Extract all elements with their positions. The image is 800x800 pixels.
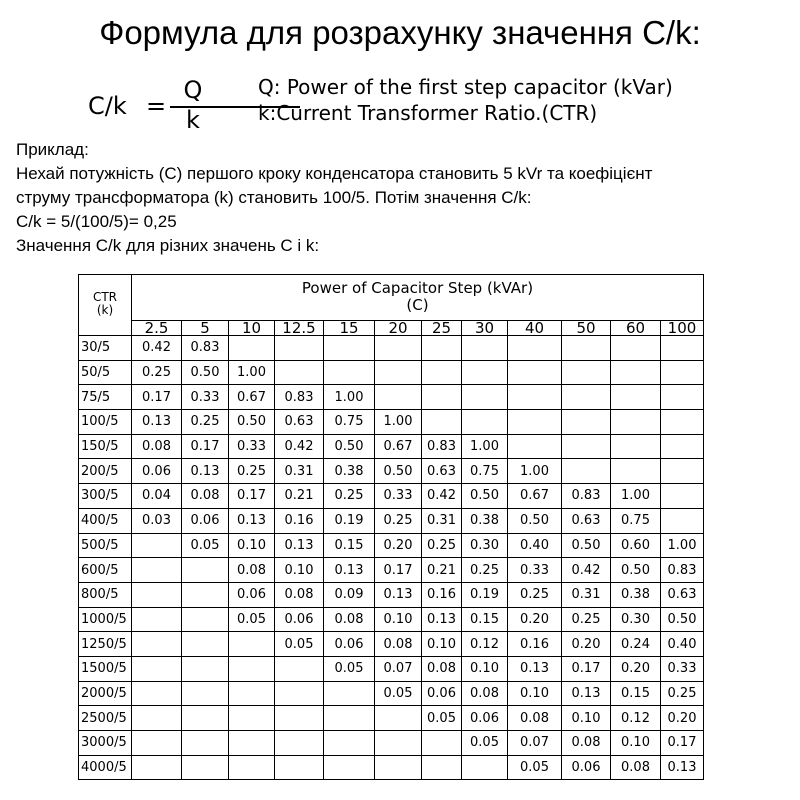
ck-value-cell [661,410,704,435]
ck-value-cell: 0.20 [562,632,611,657]
ck-value-cell: 0.05 [229,607,275,632]
capacitor-step-row [79,320,704,335]
ck-value-cell: 0.25 [462,558,508,583]
ck-value-cell: 0.50 [324,434,375,459]
ck-value-cell: 0.40 [661,632,704,657]
ck-value-cell: 0.67 [508,484,562,509]
ck-value-cell: 0.25 [182,410,229,435]
capacitor-step-header: 25 [422,320,462,335]
ck-value-cell: 0.67 [229,385,275,410]
capacitor-step-header: 60 [611,320,661,335]
ck-value-cell: 0.08 [229,558,275,583]
example-result: C/k = 5/(100/5)= 0,25 [16,212,177,231]
ck-value-cell [182,681,229,706]
ck-value-cell [275,731,324,756]
ck-value-cell: 0.50 [182,360,229,385]
ck-value-cell: 0.06 [422,681,462,706]
ck-value-cell: 0.42 [275,434,324,459]
ck-value-cell [375,755,422,780]
ck-value-cell: 0.83 [562,484,611,509]
table-row [79,632,704,657]
ck-value-cell: 0.13 [275,533,324,558]
ck-value-cell: 0.25 [324,484,375,509]
ck-value-cell [508,434,562,459]
ck-value-cell [661,459,704,484]
ck-value-cell: 0.38 [611,582,661,607]
ck-value-cell: 0.33 [182,385,229,410]
ck-value-cell: 0.06 [275,607,324,632]
ck-value-cell: 0.16 [508,632,562,657]
ck-value-cell: 0.67 [375,434,422,459]
ctr-cell: 1500/5 [79,656,132,681]
ck-value-cell [462,385,508,410]
table-row [79,336,704,361]
ck-value-cell: 0.25 [422,533,462,558]
table-row [79,656,704,681]
formula-lhs: C/k [88,92,127,120]
ck-value-cell: 0.08 [611,755,661,780]
formula-equals: = [146,92,167,120]
ck-value-cell [182,706,229,731]
table-row [79,434,704,459]
ck-value-cell [611,385,661,410]
ck-value-cell [562,385,611,410]
ck-value-cell: 0.12 [462,632,508,657]
ck-value-cell: 0.08 [462,681,508,706]
ck-value-cell [508,336,562,361]
ck-value-cell [508,360,562,385]
ck-value-cell [422,336,462,361]
ctr-cell: 30/5 [79,336,132,361]
ck-value-cell [132,533,182,558]
ck-value-cell: 0.31 [562,582,611,607]
ck-value-cell [132,632,182,657]
ctr-cell: 400/5 [79,508,132,533]
ck-value-cell [661,385,704,410]
ck-value-cell: 0.10 [462,656,508,681]
ck-value-cell [611,336,661,361]
ck-value-cell [611,410,661,435]
ck-value-cell [611,360,661,385]
ck-value-cell [661,360,704,385]
ck-value-cell [275,681,324,706]
ck-value-cell: 0.38 [462,508,508,533]
ck-value-cell: 0.50 [562,533,611,558]
ck-value-cell: 0.31 [422,508,462,533]
ck-value-cell: 1.00 [508,459,562,484]
ctr-cell: 600/5 [79,558,132,583]
ck-value-cell [508,385,562,410]
ck-value-cell: 0.17 [562,656,611,681]
ck-value-cell: 0.05 [324,656,375,681]
ck-value-cell: 0.16 [422,582,462,607]
example-heading: Приклад: [16,140,89,159]
ck-value-cell: 0.08 [182,484,229,509]
power-header-label: Power of Capacitor Step (kVAr) [301,279,534,298]
ck-value-cell [562,336,611,361]
ck-value-cell [132,582,182,607]
table-row [79,582,704,607]
power-header-unit: (C) [406,296,429,315]
ck-value-cell: 0.38 [324,459,375,484]
ck-value-cell: 0.42 [562,558,611,583]
ck-value-cell: 0.08 [132,434,182,459]
ck-value-cell: 0.30 [462,533,508,558]
ck-value-cell [182,755,229,780]
ck-value-cell: 0.06 [182,508,229,533]
ck-table-container [78,274,704,780]
table-row [79,731,704,756]
ck-value-cell [324,360,375,385]
ck-value-cell [422,360,462,385]
ck-value-cell: 0.10 [275,558,324,583]
ctr-cell: 3000/5 [79,731,132,756]
ck-value-cell [562,459,611,484]
ck-value-cell [132,681,182,706]
ck-value-cell: 0.04 [132,484,182,509]
ctr-cell: 500/5 [79,533,132,558]
ck-value-cell [275,706,324,731]
ctr-cell: 50/5 [79,360,132,385]
ck-value-cell: 0.12 [611,706,661,731]
ck-value-cell [375,731,422,756]
table-row [79,558,704,583]
ck-value-cell: 0.20 [661,706,704,731]
ck-value-cell: 0.08 [275,582,324,607]
ck-value-cell: 0.13 [229,508,275,533]
ck-value-cell: 0.15 [462,607,508,632]
ck-value-cell: 0.33 [508,558,562,583]
ck-value-cell: 0.25 [229,459,275,484]
ck-value-cell: 0.03 [132,508,182,533]
ctr-cell: 1000/5 [79,607,132,632]
ck-value-cell: 0.24 [611,632,661,657]
ck-value-cell [422,385,462,410]
table-row [79,459,704,484]
ck-value-cell: 0.08 [508,706,562,731]
definitions [258,74,673,126]
ctr-cell: 1250/5 [79,632,132,657]
ck-value-cell: 0.25 [562,607,611,632]
ck-value-cell: 0.31 [275,459,324,484]
ck-value-cell: 0.05 [275,632,324,657]
ck-value-cell: 0.06 [462,706,508,731]
ck-value-cell: 0.21 [275,484,324,509]
ck-value-cell [661,434,704,459]
capacitor-step-header: 12.5 [275,320,324,335]
ck-value-cell: 1.00 [462,434,508,459]
ck-value-cell [132,607,182,632]
table-body [79,336,704,780]
ck-value-cell: 1.00 [611,484,661,509]
capacitor-step-header: 30 [462,320,508,335]
page-title: Формула для розрахунку значення C/k: [99,14,701,51]
ck-value-cell [182,582,229,607]
ck-value-cell: 0.05 [375,681,422,706]
ck-value-cell [422,410,462,435]
ck-value-cell: 0.07 [375,656,422,681]
table-row [79,533,704,558]
ck-value-cell: 0.20 [375,533,422,558]
table-intro: Значення C/k для різних значень C і k: [16,236,320,255]
table-row [79,410,704,435]
ck-value-cell: 0.15 [611,681,661,706]
ck-value-cell: 0.08 [422,656,462,681]
ck-value-cell [562,434,611,459]
ck-value-cell [661,484,704,509]
ck-value-cell: 0.10 [229,533,275,558]
ck-value-cell [562,410,611,435]
ck-value-cell [462,360,508,385]
ck-value-cell: 0.25 [508,582,562,607]
ck-value-cell [229,336,275,361]
ck-value-cell: 0.16 [275,508,324,533]
ck-value-cell: 0.40 [508,533,562,558]
ck-value-cell: 0.33 [375,484,422,509]
power-header [132,275,704,321]
ck-value-cell: 0.13 [324,558,375,583]
ck-value-cell: 0.05 [462,731,508,756]
definition-k: k:Current Transformer Ratio.(CTR) [258,101,598,125]
ctr-cell: 200/5 [79,459,132,484]
ck-value-cell: 0.50 [661,607,704,632]
ck-value-cell: 0.17 [375,558,422,583]
ck-value-cell [229,656,275,681]
ck-value-cell [324,755,375,780]
ck-value-cell [132,558,182,583]
ck-value-cell: 0.75 [611,508,661,533]
ck-value-cell: 0.63 [275,410,324,435]
ck-value-cell: 0.13 [422,607,462,632]
table-header-row [79,275,704,321]
ctr-cell: 100/5 [79,410,132,435]
table-row [79,385,704,410]
ck-value-cell [275,755,324,780]
ck-value-cell: 0.33 [229,434,275,459]
ck-value-cell [132,731,182,756]
ck-value-cell [182,558,229,583]
capacitor-step-header: 5 [182,320,229,335]
ck-value-cell: 0.63 [422,459,462,484]
ck-value-cell [462,336,508,361]
ck-value-cell: 0.09 [324,582,375,607]
ck-value-cell: 0.08 [324,607,375,632]
ck-value-cell [324,731,375,756]
ck-value-cell [422,755,462,780]
ck-value-cell: 0.83 [422,434,462,459]
ck-value-cell: 1.00 [229,360,275,385]
example-line: Нехай потужність (C) першого кроку конденсатора становить 5 kVr та коефіцієнт [16,164,653,183]
ck-value-cell: 0.19 [462,582,508,607]
ck-value-cell: 1.00 [661,533,704,558]
ck-value-cell [132,656,182,681]
ck-value-cell [132,706,182,731]
ck-value-cell: 0.30 [611,607,661,632]
ck-value-cell [229,706,275,731]
ck-value-cell: 0.83 [182,336,229,361]
ctr-cell: 75/5 [79,385,132,410]
ck-value-cell: 0.19 [324,508,375,533]
ck-value-cell: 0.25 [375,508,422,533]
capacitor-step-header: 15 [324,320,375,335]
formula [88,78,248,134]
ck-value-cell: 0.17 [182,434,229,459]
example-line: струму трансформатора (k) становить 100/5. Потім значення C/k: [16,188,532,207]
ck-value-cell [462,410,508,435]
ck-value-cell: 0.10 [562,706,611,731]
ck-value-cell: 0.13 [132,410,182,435]
ck-value-cell [324,336,375,361]
ck-value-cell: 0.13 [562,681,611,706]
ck-value-cell: 0.50 [462,484,508,509]
ck-value-cell: 0.05 [422,706,462,731]
capacitor-step-header: 100 [661,320,704,335]
ck-value-cell [229,681,275,706]
ck-value-cell [375,336,422,361]
ck-value-cell [182,731,229,756]
ck-value-cell: 0.50 [229,410,275,435]
ck-value-cell: 0.75 [462,459,508,484]
ctr-cell: 2000/5 [79,681,132,706]
ck-value-cell [375,706,422,731]
ck-value-cell [182,656,229,681]
ck-value-cell [462,755,508,780]
ck-value-cell: 0.06 [229,582,275,607]
ck-value-cell: 0.13 [375,582,422,607]
ck-value-cell [275,656,324,681]
ck-value-cell: 0.83 [661,558,704,583]
ctr-cell: 4000/5 [79,755,132,780]
ck-value-cell: 0.06 [132,459,182,484]
ck-value-cell: 0.10 [611,731,661,756]
ck-value-cell: 1.00 [324,385,375,410]
ck-value-cell: 0.10 [375,607,422,632]
ck-value-cell: 0.25 [132,360,182,385]
example-text [16,138,652,258]
ctr-header-label: CTR [92,290,118,304]
table-row [79,681,704,706]
ck-value-cell [661,336,704,361]
ck-value-cell [132,755,182,780]
ck-value-cell: 0.15 [324,533,375,558]
ck-value-cell [508,410,562,435]
ck-value-cell: 0.50 [375,459,422,484]
ctr-header [79,275,132,336]
ck-value-cell [182,607,229,632]
ck-value-cell: 0.42 [422,484,462,509]
ck-value-cell: 0.60 [611,533,661,558]
ck-value-cell [229,632,275,657]
ck-value-cell [324,706,375,731]
ck-value-cell [375,385,422,410]
ck-value-cell [562,360,611,385]
ctr-cell: 150/5 [79,434,132,459]
formula-denominator: k [186,106,200,134]
ck-value-cell: 0.06 [562,755,611,780]
ck-value-cell: 0.13 [508,656,562,681]
ck-value-cell [611,434,661,459]
ck-value-cell: 0.10 [508,681,562,706]
ck-value-cell: 0.13 [661,755,704,780]
ck-value-cell: 0.10 [422,632,462,657]
ck-value-cell [229,731,275,756]
ck-value-cell: 0.20 [611,656,661,681]
ck-value-cell: 0.13 [182,459,229,484]
ck-value-cell: 0.05 [508,755,562,780]
ck-value-cell: 0.17 [132,385,182,410]
ck-value-cell: 0.05 [182,533,229,558]
ck-value-cell [661,508,704,533]
ck-value-cell: 0.20 [508,607,562,632]
ck-value-cell [324,681,375,706]
capacitor-step-header: 10 [229,320,275,335]
capacitor-step-header: 20 [375,320,422,335]
ck-value-cell: 0.63 [661,582,704,607]
ck-value-cell [275,360,324,385]
ck-value-cell: 0.42 [132,336,182,361]
ck-value-cell [275,336,324,361]
ck-value-cell: 0.50 [611,558,661,583]
table-row [79,755,704,780]
ck-value-cell: 0.33 [661,656,704,681]
ck-table [78,274,704,780]
ck-value-cell: 0.08 [375,632,422,657]
ck-value-cell [422,731,462,756]
ck-value-cell: 0.07 [508,731,562,756]
ck-value-cell [375,360,422,385]
capacitor-step-header: 2.5 [132,320,182,335]
capacitor-step-header: 50 [562,320,611,335]
definition-q: Q: Power of the first step capacitor (kVar) [258,75,673,99]
ck-value-cell: 0.75 [324,410,375,435]
table-row [79,607,704,632]
ck-value-cell: 0.25 [661,681,704,706]
ctr-header-unit: (k) [96,303,114,317]
ck-value-cell: 1.00 [375,410,422,435]
ctr-cell: 800/5 [79,582,132,607]
ck-value-cell: 0.50 [508,508,562,533]
ck-value-cell [611,459,661,484]
ck-value-cell: 0.21 [422,558,462,583]
capacitor-step-header: 40 [508,320,562,335]
ck-value-cell: 0.17 [229,484,275,509]
ck-value-cell: 0.08 [562,731,611,756]
table-row [79,360,704,385]
ck-value-cell: 0.17 [661,731,704,756]
ctr-cell: 300/5 [79,484,132,509]
ck-value-cell: 0.83 [275,385,324,410]
ctr-cell: 2500/5 [79,706,132,731]
ck-value-cell [229,755,275,780]
table-row [79,484,704,509]
table-row [79,508,704,533]
ck-value-cell [182,632,229,657]
ck-value-cell: 0.63 [562,508,611,533]
table-row [79,706,704,731]
formula-numerator: Q [183,76,203,104]
ck-value-cell: 0.06 [324,632,375,657]
